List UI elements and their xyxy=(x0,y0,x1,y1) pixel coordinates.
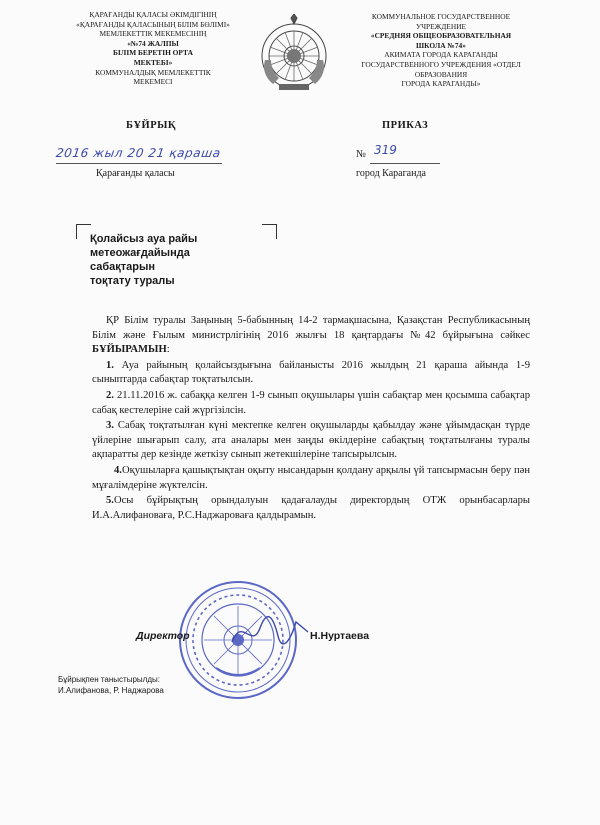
date-underline xyxy=(56,163,222,164)
acknowledgement xyxy=(58,674,164,696)
header-left-kz xyxy=(48,10,258,87)
handwritten-date: 2016 жыл 20 21 қараша xyxy=(55,146,222,160)
header-left-line: МЕКЕМЕСІ xyxy=(133,77,173,87)
header-left-line: КОММУНАЛДЫҚ МЕМЛЕКЕТТІК xyxy=(95,67,211,77)
header-left-line: МЕМЛЕКЕТТІК МЕКЕМЕСІНІҢ xyxy=(99,29,207,39)
header-right-line: ГОСУДАРСТВЕННОГО УЧРЕЖДЕНИЯ «ОТДЕЛ xyxy=(361,59,521,69)
body-item-2 xyxy=(92,389,530,418)
acknowledgement-names: И.Алифанова, Р. Наджарова xyxy=(58,686,164,695)
item-text: Сабақ тоқтатылған күні мектепке келген оқушыларды қабылдау және ұйымдасқан түрде үйлеріне шығарып салу, ата аналары мен заңды өкілдеріне сабақтың тоқтатылғаны туралы ақпаратты дер кезінде жеткізу сынып жетекшілеріне тапсырылсын. xyxy=(92,420,530,461)
intro-end: : xyxy=(166,344,170,356)
subject-corner-right xyxy=(262,224,277,239)
item-text: Ауа райының қолайсыздығына байланысты 2016 жылдың 21 қараша айында 1-9 сыныптарда сабақтар тоқтатылсын. xyxy=(92,359,530,386)
item-number: 4. xyxy=(114,464,122,476)
doc-title-kz: БҰЙРЫҚ xyxy=(126,120,177,131)
intro-bold-word: БҰЙЫРАМЫН xyxy=(92,344,167,356)
header-right-line: ШКОЛА №74» xyxy=(416,40,466,50)
header-left-line: «№74 ЖАЛПЫ xyxy=(127,38,179,48)
body-item-4 xyxy=(92,464,530,493)
item-text: Оқушыларға қашықтықтан оқыту нысандарын қолдану арқылы үй тапсырмасын беру пән мұғалімдеріне жүктелсін. xyxy=(92,464,530,491)
item-number: 5. xyxy=(106,495,114,507)
item-number: 2. xyxy=(106,389,114,401)
item-number: 3. xyxy=(106,420,114,432)
item-text: Осы бұйрықтың орындалуын қадағалауды директордың ОТЖ орынбасарлары И.А.Алифановаға, Р.С.Наджароваға қалдырамын. xyxy=(92,495,530,521)
order-subject xyxy=(90,232,197,288)
order-body xyxy=(92,314,530,524)
acknowledgement-label: Бұйрықпен таныстырылды: xyxy=(58,675,160,684)
state-emblem-icon xyxy=(257,14,331,94)
header-right-line: ОБРАЗОВАНИЯ xyxy=(414,69,468,79)
subject-line: Қолайсыз ауа райы xyxy=(90,233,198,245)
signature-title: Директор xyxy=(136,630,190,642)
city-kz: Қарағанды қаласы xyxy=(96,168,175,179)
subject-corner-left xyxy=(76,224,91,239)
number-underline xyxy=(370,163,440,164)
city-ru: город Караганда xyxy=(356,168,426,179)
header-left-line: ҚАРАҒАНДЫ ҚАЛАСЫ ӘКІМДІГІНІҢ xyxy=(89,10,217,19)
signature-name: Н.Нуртаева xyxy=(310,630,370,642)
header-left-line: «ҚАРАҒАНДЫ ҚАЛАСЫНЫҢ БІЛІМ БӨЛІМІ» xyxy=(76,19,230,29)
subject-line: сабақтарын xyxy=(90,261,156,273)
subject-line: тоқтату туралы xyxy=(90,275,175,287)
intro-text: ҚР Білім туралы Заңының 5-бабынның 14-2 тармақшасына, Қазақстан Республикасының Білім және Ғылым министрлігінің 2016 жылғы 18 қаңтардағы №42 бұйрығына сәйкес xyxy=(92,315,530,341)
body-intro xyxy=(92,314,530,358)
item-number: 1. xyxy=(106,359,114,371)
doc-title-ru: ПРИКАЗ xyxy=(382,120,429,131)
body-item-5 xyxy=(92,494,530,523)
header-right-ru xyxy=(336,12,546,89)
item-text: 21.11.2016 ж. сабаққа келген 1-9 сынып оқушылары үшін сабақтар мен қосымша сабақтар сабақ кестелеріне сай жүргізілсін. xyxy=(92,389,530,416)
header-right-line: АКИМАТА ГОРОДА КАРАГАНДЫ xyxy=(384,50,498,60)
number-label: № xyxy=(356,149,367,160)
header-right-line: «СРЕДНЯЯ ОБЩЕОБРАЗОВАТЕЛЬНАЯ xyxy=(370,31,512,41)
body-item-1 xyxy=(92,359,530,388)
header-left-line: МЕКТЕБІ» xyxy=(133,57,173,67)
header-left-line: БІЛІМ БЕРЕТІН ОРТА xyxy=(113,48,193,58)
header-right-line: ГОРОДА КАРАГАНДЫ» xyxy=(401,79,481,89)
header-right-line: УЧРЕЖДЕНИЕ xyxy=(415,21,467,31)
subject-line: метеожағдайында xyxy=(90,247,190,259)
header-right-line: КОММУНАЛЬНОЕ ГОСУДАРСТВЕННОЕ xyxy=(371,12,511,21)
signature-scribble-icon xyxy=(230,612,310,652)
handwritten-number: 319 xyxy=(374,143,397,157)
body-item-3 xyxy=(92,419,530,463)
